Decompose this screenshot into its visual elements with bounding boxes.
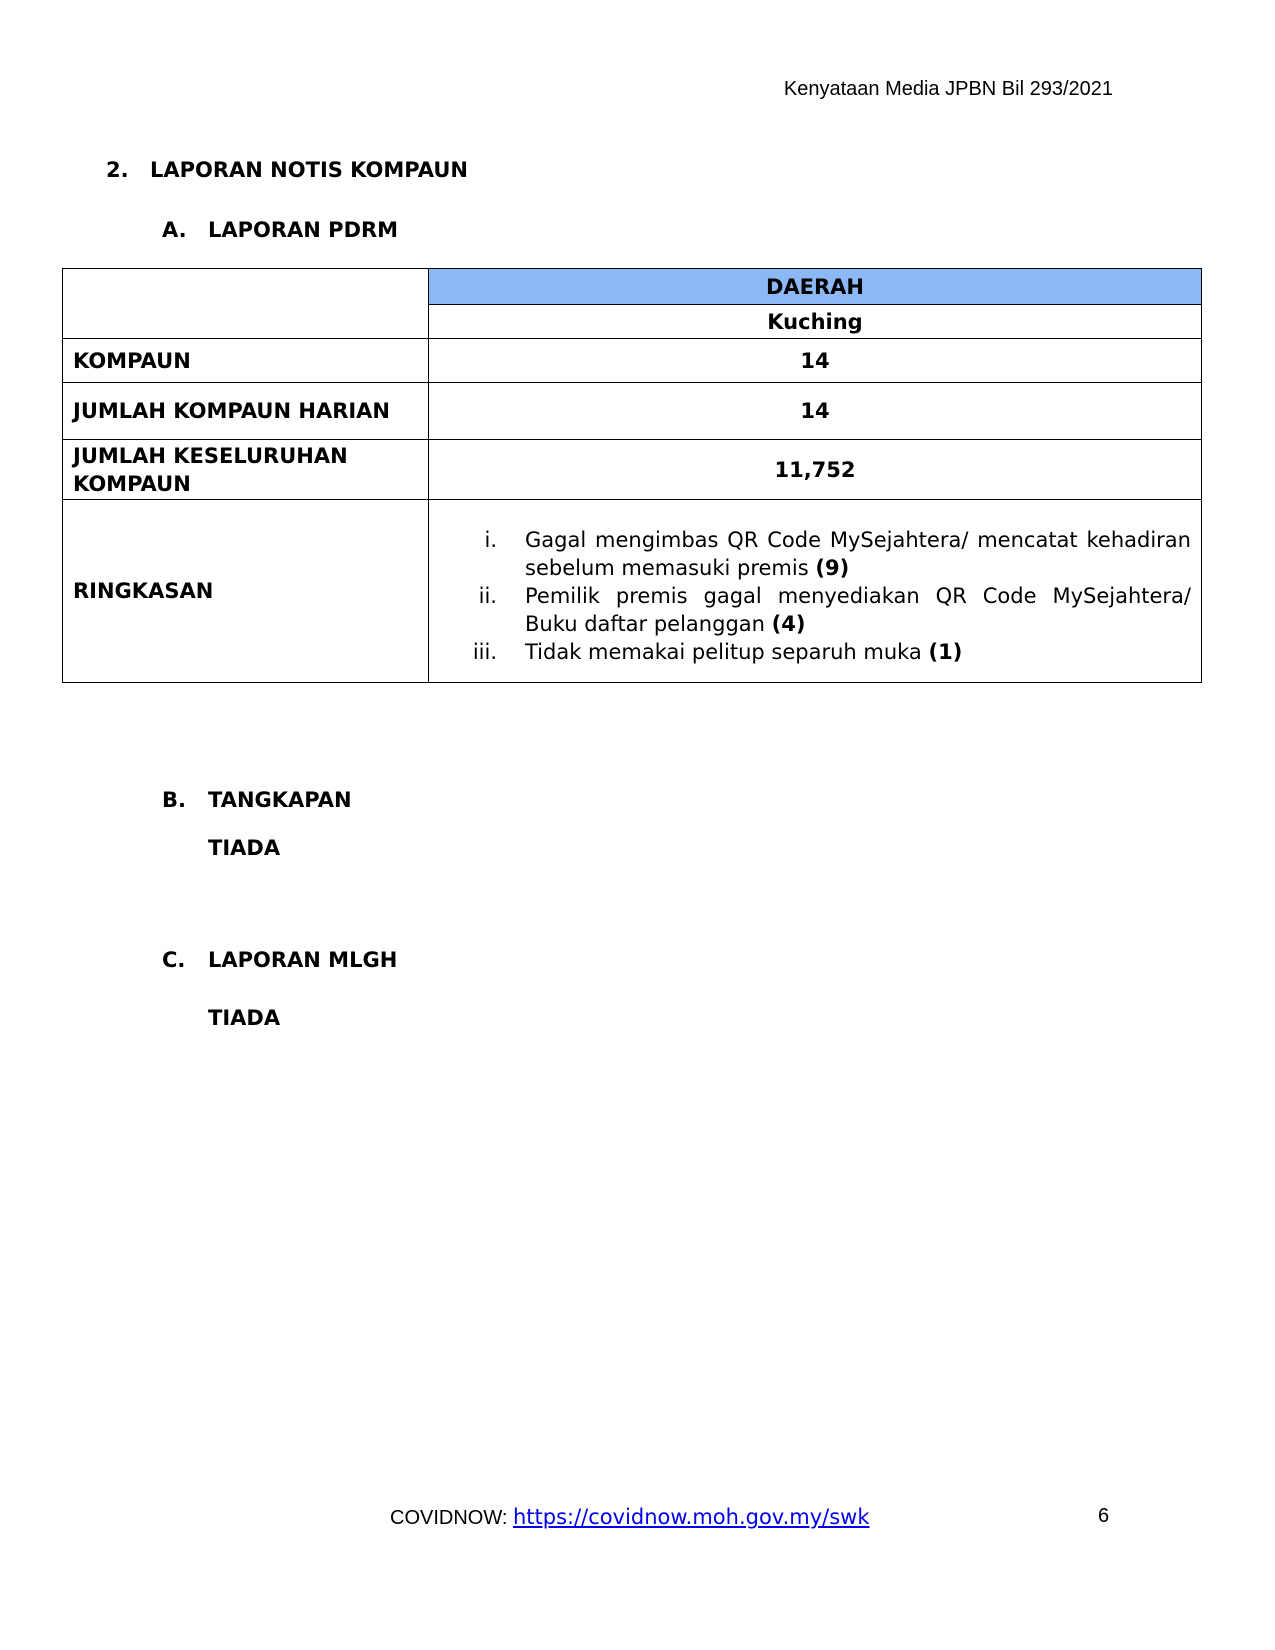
footer-label: COVIDNOW: bbox=[390, 1507, 508, 1529]
section-title: LAPORAN NOTIS KOMPAUN bbox=[150, 158, 468, 182]
row-label: JUMLAH KESELURUHAN KOMPAUN bbox=[63, 440, 429, 500]
list-numeral: iii. bbox=[472, 640, 497, 664]
subsection-b-letter: B. bbox=[162, 788, 186, 812]
section-heading bbox=[106, 158, 468, 182]
page-number: 6 bbox=[1098, 1505, 1110, 1527]
row-label: KOMPAUN bbox=[63, 339, 429, 383]
table-corner-cell bbox=[63, 269, 429, 339]
summary-row bbox=[63, 500, 1202, 683]
list-item bbox=[439, 638, 1191, 666]
list-numeral: i. bbox=[484, 528, 497, 552]
subsection-c-content: TIADA bbox=[208, 1006, 281, 1030]
row-value: 11,752 bbox=[429, 440, 1202, 500]
footer bbox=[390, 1505, 870, 1530]
list-count: (4) bbox=[771, 612, 806, 636]
summary-list bbox=[439, 526, 1191, 666]
list-text: Gagal mengimbas QR Code MySejahtera/ mencatat kehadiran sebelum memasuki premis (9) bbox=[525, 528, 1191, 580]
list-item bbox=[439, 582, 1191, 638]
list-item bbox=[439, 526, 1191, 582]
table-row bbox=[63, 440, 1202, 500]
subsection-c-title: LAPORAN MLGH bbox=[208, 948, 398, 972]
subsection-a-heading bbox=[162, 218, 398, 242]
subsection-c-heading bbox=[162, 948, 397, 972]
table-row bbox=[63, 339, 1202, 383]
row-value: 14 bbox=[429, 339, 1202, 383]
subsection-b-heading bbox=[162, 788, 352, 812]
row-value: 14 bbox=[429, 383, 1202, 440]
district-name: Kuching bbox=[429, 305, 1202, 339]
list-numeral: ii. bbox=[478, 584, 497, 608]
subsection-b-title: TANGKAPAN bbox=[208, 788, 352, 812]
list-count: (1) bbox=[928, 640, 963, 664]
document-reference: Kenyataan Media JPBN Bil 293/2021 bbox=[783, 78, 1113, 100]
summary-label: RINGKASAN bbox=[63, 500, 429, 683]
subsection-b-content: TIADA bbox=[208, 836, 281, 860]
list-text: Pemilik premis gagal menyediakan QR Code MySejahtera/ Buku daftar pelanggan (4) bbox=[525, 584, 1191, 636]
row-label: JUMLAH KOMPAUN HARIAN bbox=[63, 383, 429, 440]
subsection-c-letter: C. bbox=[162, 948, 186, 972]
table-row bbox=[63, 383, 1202, 440]
covidnow-link[interactable]: https://covidnow.moh.gov.my/swk bbox=[512, 1505, 870, 1529]
list-text: Tidak memakai pelitup separuh muka (1) bbox=[525, 640, 963, 664]
subsection-a-letter: A. bbox=[162, 218, 187, 242]
section-number: 2. bbox=[106, 158, 129, 182]
daerah-header: DAERAH bbox=[429, 269, 1202, 305]
compound-report-table bbox=[62, 268, 1202, 683]
list-count: (9) bbox=[815, 556, 850, 580]
subsection-a-title: LAPORAN PDRM bbox=[208, 218, 399, 242]
summary-cell bbox=[429, 500, 1202, 683]
